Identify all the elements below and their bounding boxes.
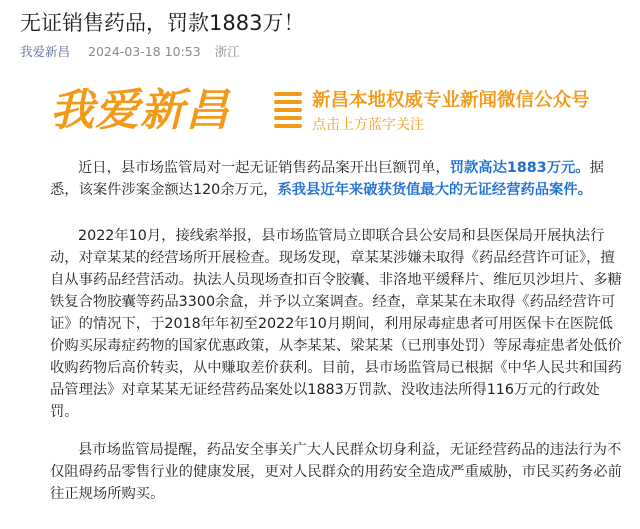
paragraph-3: [50, 439, 622, 505]
article-meta: [20, 42, 250, 62]
p1-text-a: 近日，县市场监管局对一起无证销售药品案开出巨额罚单，: [78, 160, 450, 176]
paragraph-1: [50, 157, 622, 201]
p3-text: 县市场监管局提醒，药品安全事关广大人民群众切身利益，无证经营药品的违法行为不仅阻碍药品零售行业的健康发展，更对人民群众的用药安全造成严重威胁，市民买药务必前往正规场所购买。: [50, 442, 622, 502]
brand-logo: 我爱新昌: [50, 85, 230, 136]
p1-highlight-case: 系我县近年来破获货值最大的无证经营药品案件。: [277, 182, 592, 198]
account-banner[interactable]: [50, 82, 595, 140]
p1-text-c: 据悉，该案件涉案金额达120余万元，: [50, 160, 604, 198]
banner-slogan: 新昌本地权威专业新闻微信公众号: [312, 90, 590, 111]
paragraph-2: [50, 225, 622, 423]
author-link[interactable]: 我爱新昌: [20, 44, 71, 59]
publish-location: 浙江: [214, 44, 240, 59]
stripes-icon: [274, 92, 302, 132]
banner-follow-hint: 点击上方蓝字关注: [312, 117, 424, 133]
p2-text: 2022年10月，接线索举报，县市场监管局立即联合县公安局和县医保局开展执法行动，对章某某的经营场所开展检查。现场发现，章某某涉嫌未取得《药品经营许可证》，擅自从事药品经营活动。执法人员现场查扣百令胶囊、非洛地平缓释片、维厄贝沙坦片、多糖铁复合物胶囊等药品3300余盒，并予以立案调查。经查，章某某在未取得《药品经营许可证》的情况下，于2018年年初至2022年10月期间，利用尿毒症患者可用医保卡在医院低价购买尿毒症药物的国家优惠政策，从李某某、梁某某（已刑事处罚）等尿毒症患者处低价收购药物后高价转卖，从中赚取差价获利。目前，县市场监管局已根据《中华人民共和国药品管理法》对章某某无证经营药品案处以1883万罚款、没收违法所得116万元的行政处罚。: [50, 228, 622, 420]
p1-highlight-fine: 罚款高达1883万元。: [449, 160, 590, 176]
article-title: 无证销售药品，罚款1883万！: [20, 11, 305, 35]
publish-date: 2024-03-18 10:53: [88, 44, 201, 59]
